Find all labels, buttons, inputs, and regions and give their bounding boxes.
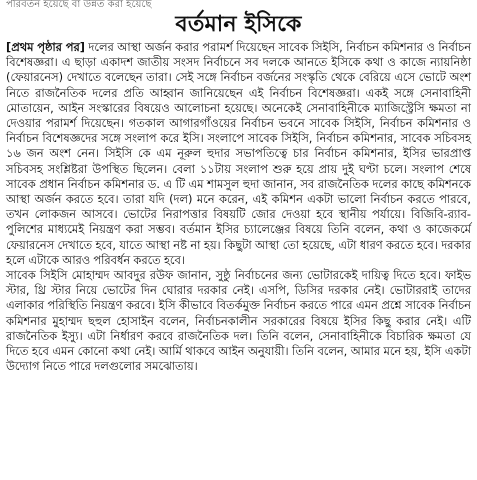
headline: বর্তমান ইসিকে (175, 12, 302, 37)
article-body (6, 40, 471, 374)
article-paragraph-1 (6, 40, 471, 268)
clipped-top-line: পরিবর্তন হয়েছে বা উন্নত করা হয়েছে (6, 0, 152, 10)
continued-from-front-page-label: [প্রথম পৃষ্ঠার পর] (6, 40, 85, 54)
paragraph-1-text: দলের আস্থা অর্জন করার পরামর্শ দিয়েছেন সাবেক সিইসি, নির্বাচন কমিশনার ও নির্বাচন বিশেষজ্ঞরা। এ ছাড়া একাদশ জাতীয় সংসদ নির্বাচনে সব দলকে আনতে ইসিকে কথা ও কাজে ন্যায়নিষ্ঠা (ফেয়ারনেস) দেখাতে বলেছেন তারা। সেই সঙ্গে নির্বাচন বর্জনের সংস্কৃতি থেকে বেরিয়ে এসে ভোটে অংশ নিতে রাজনৈতিক দলের প্রতি আহ্বান জানিয়েছেন এই নির্বাচন বিশেষজ্ঞরা। একই সঙ্গে সেনাবাহিনী মোতায়েন, আইন সংস্কারের বিষয়েও আলোচনা হয়েছে। অনেকেই সেনাবাহিনীকে ম্যাজিস্ট্রেসি ক্ষমতা না দেওয়ার পরামর্শ দিয়েছেন। গতকাল আগারগাঁওয়ের নির্বাচন ভবনে সাবেক সিইসি, নির্বাচন কমিশনার ও নির্বাচন বিশেষজ্ঞদের সঙ্গে সংলাপ করে ইসি। সংলাপে সাবেক সিইসি, নির্বাচন কমিশনার, সাবেক সচিবসহ ১৬ জন অংশ নেন। সিইসি কে এম নূরুল হুদার সভাপতিত্বে চার নির্বাচন কমিশনার, ইসির ভারপ্রাপ্ত সচিবসহ সংশ্লিষ্টরা উপস্থিত ছিলেন। বেলা ১১টায় সংলাপ শুরু হয়ে প্রায় দুই ঘণ্টা চলে। সংলাপ শেষে সাবেক প্রধান নির্বাচন কমিশনার ড. এ টি এম শামসুল হুদা জানান, সব রাজনৈতিক দলের কাছে কমিশনকে আস্থা অর্জন করতে হবে। তারা যদি (দল) মনে করেন, এই কমিশন একটা ভালো নির্বাচন করতে পারবে, তখন লোকজন আসবে। ভোটের নিরাপত্তার বিষয়টি জোর দেওয়া হবে স্থানীয় পর্যায়ে। বিজিবি-র‍্যাব-পুলিশের মাধ্যমেই নিয়ন্ত্রণ করা সম্ভব। বর্তমান ইসির চ্যালেঞ্জের বিষয়ে তিনি বলেন, কথা ও কাজেকর্মে ফেয়ারনেস দেখাতে হবে, যাতে আস্থা নষ্ট না হয়। কিছুটা আস্থা তো হয়েছে, এটা ধারণ করতে হবে। দরকার হলে এটাকে আরও পরিবর্ধন করতে হবে। (6, 40, 471, 267)
article-paragraph-2: সাবেক সিইসি মোহাম্মদ আবদুর রউফ জানান, সুষ্ঠু নির্বাচনের জন্য ভোটারকেই দায়িত্ব দিতে হবে। ফাইভ স্টার, থ্রি স্টার নিয়ে ভোটের দিন ঘোরার দরকার নেই। এসপি, ডিসির দরকার নেই। ভোটাররাই তাদের এলাকার পরিস্থিতি নিয়ন্ত্রণ করবে। ইসি কীভাবে বিতর্কমুক্ত নির্বাচন করতে পারে এমন প্রশ্নে সাবেক নির্বাচন কমিশনার মুহাম্মদ ছহুল হোসাইন বলেন, নির্বাচনকালীন সরকারের বিষয়ে ইসির কিছু করার নেই। এটি রাজনৈতিক ইস্যু। এটা নির্ধারণ করবে রাজনৈতিক দল। তিনি বলেন, সেনাবাহিনীকে বিচারিক ক্ষমতা যে দিতে হবে এমন কোনো কথা নেই। আর্মি থাকবে আইন অনুযায়ী। তিনি বলেন, আমার মনে হয়, ইসি একটা উদ্যোগ নিতে পারে দলগুলোর সমঝোতায়। (6, 268, 471, 374)
